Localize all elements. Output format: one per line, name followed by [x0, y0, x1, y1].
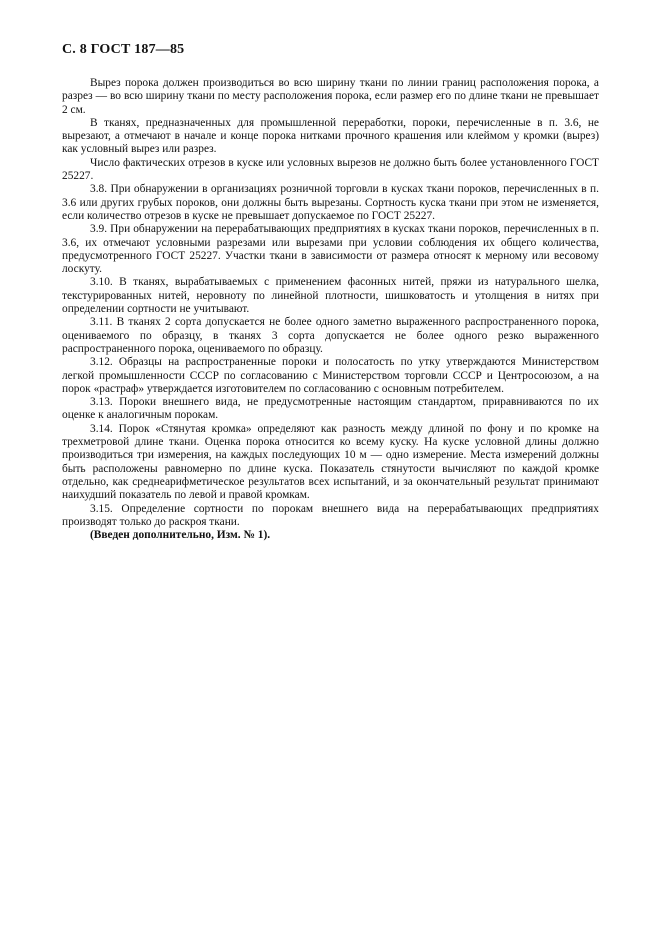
paragraph: Число фактических отрезов в куске или условных вырезов не должно быть более установленного ГОСТ 25227.	[62, 156, 599, 183]
amendment-note: (Введен дополнительно, Изм. № 1).	[90, 529, 271, 542]
paragraph: В тканях, предназначенных для промышленной переработки, пороки, перечисленные в п. 3.6, не вырезают, а отмечают в начале и конце порока нитками прочного крашения или клеймом у кромки (вырез) как условный вырез или разрез.	[62, 116, 599, 156]
paragraph-3-12: 3.12. Образцы на распространенные пороки и полосатость по утку утверждаются Министерством легкой промышленности СССР по согласованию с Министерством торговли СССР и Центросоюзом, а на порок «растраф» утверждается изготовителем по согласованию с основным потребителем.	[62, 356, 599, 395]
paragraph-3-14: 3.14. Порок «Стянутая кромка» определяют как разность между длиной по фону и по кромке на трехметровой длине ткани. Оценка порока относится ко всему куску. На куске условной длины должно производиться три измерения, на каждых последующих 10 м — одно измерение. Места измерений должны быть расположены равномерно по длине куска. Показатель стянутости вычисляют по каждой кромке отдельно, как среднеарифметическое результатов всех испытаний, и за окончательный результат принимают наихудший показатель по левой и правой кромкам.	[62, 422, 599, 502]
page-header: С. 8 ГОСТ 187—85	[62, 42, 185, 57]
paragraph-3-11: 3.11. В тканях 2 сорта допускается не более одного заметно выраженного распространенного порока, оцениваемого по образцу, в тканях 3 сорта допускается не более одного резко выраженного распространенного порока, оцениваемого по образцу.	[62, 316, 599, 355]
paragraph-3-10: 3.10. В тканях, вырабатываемых с применением фасонных нитей, пряжи из натурального шелка, текстурированных нитей, неровноту по линейной плотности, шишковатость и утолщения в нитях при определении сортности не учитывают.	[62, 276, 599, 316]
paragraph-3-15: 3.15. Определение сортности по порокам внешнего вида на перерабатывающих предприятиях производят только до раскроя ткани.	[62, 502, 599, 528]
paragraph: Вырез порока должен производиться во всю ширину ткани по линии границ расположения порока, а разрез — во всю ширину ткани по месту расположения порока, если размер его по длине ткани не превышает 2 см.	[62, 77, 599, 116]
document-body	[62, 77, 599, 542]
paragraph-3-8: 3.8. При обнаружении в организациях розничной торговли в кусках ткани пороков, перечисленных в п. 3.6 или других грубых пороков, они должны быть вырезаны. Сортность куска ткани при этом не изменяется, если количество отрезов в куске не превышает допускаемое по ГОСТ 25227.	[62, 183, 599, 222]
paragraph-3-13: 3.13. Пороки внешнего вида, не предусмотренные настоящим стандартом, приравниваются по их оценке к аналогичным порокам.	[62, 396, 599, 422]
paragraph-3-9: 3.9. При обнаружении на перерабатывающих предприятиях в кусках ткани пороков, перечисленных в п. 3.6, их отмечают условными разрезами или вырезами при условии соблюдения их общего количества, предусмотренного ГОСТ 25227. Участки ткани в зависимости от размера относят к мерному или весовому лоскуту.	[62, 223, 599, 276]
